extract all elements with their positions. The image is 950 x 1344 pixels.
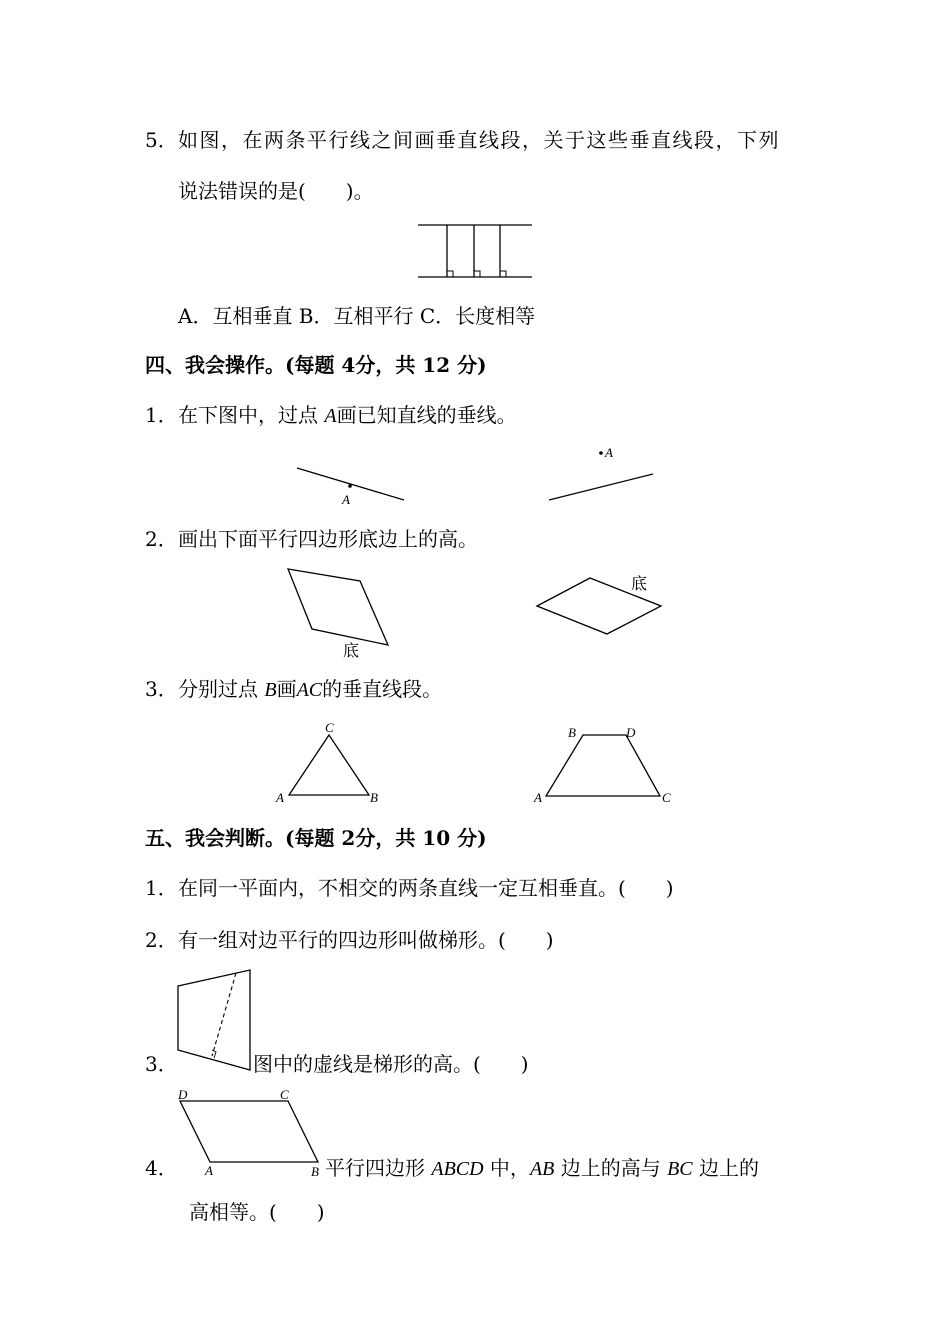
section5-heading: 五、我会判断。(每题 2分，共 10 分) xyxy=(145,826,487,850)
s4-q2-number: 2． xyxy=(145,527,178,551)
q5-options: A．互相垂直 B．互相平行 C．长度相等 xyxy=(178,304,536,328)
s5-q4-text-line1: 平行四边形 ABCD 中，AB 边上的高与 BC 边上的 xyxy=(325,1156,760,1180)
s4-q1-figure-right xyxy=(545,440,660,504)
s5-q4-text-line2: 高相等。( ) xyxy=(189,1200,325,1224)
s4-q3-number: 3． xyxy=(145,677,178,701)
point-c-label: C xyxy=(280,1087,289,1102)
point-c-label: C xyxy=(662,790,671,805)
point-b-label: B xyxy=(311,1164,319,1179)
s4-q2-parallelogram-left xyxy=(284,563,394,661)
s5-q3-number: 3． xyxy=(145,1052,178,1076)
point-b-label: B xyxy=(370,790,378,805)
point-c-label: C xyxy=(325,720,334,735)
s5-q3-text: 图中的虚线是梯形的高。( ) xyxy=(253,1052,529,1076)
s5-q2-number: 2． xyxy=(145,928,178,952)
s5-q1-number: 1． xyxy=(145,876,178,900)
base-label: 底 xyxy=(343,641,360,660)
point-a-label: A xyxy=(342,492,350,507)
s4-q2-parallelogram-right xyxy=(533,570,665,640)
point-a-label: A xyxy=(605,445,613,460)
q5-text-line2: 说法错误的是( )。 xyxy=(178,179,374,203)
q5-text-line1: 如图，在两条平行线之间画垂直线段，关于这些垂直线段，下列 xyxy=(178,128,780,152)
s5-q3-trapezoid-figure xyxy=(174,966,256,1074)
s4-q1-text: 在下图中，过点 A画已知直线的垂线。 xyxy=(178,403,517,427)
s4-q3-text: 分别过点 B画AC的垂直线段。 xyxy=(178,677,443,701)
s4-q3-trapezoid xyxy=(530,722,680,806)
point-b-label: B xyxy=(568,725,576,740)
point-d-label: D xyxy=(626,725,636,740)
s4-q1-number: 1． xyxy=(145,403,178,427)
point-a-label: A xyxy=(205,1163,213,1178)
s5-q1-text: 在同一平面内，不相交的两条直线一定互相垂直。( ) xyxy=(178,876,674,900)
s4-q2-text: 画出下面平行四边形底边上的高。 xyxy=(178,527,478,551)
s5-q2-text: 有一组对边平行的四边形叫做梯形。( ) xyxy=(178,928,554,952)
point-a-label: A xyxy=(534,790,542,805)
s4-q3-triangle xyxy=(272,718,384,806)
q5-number: 5． xyxy=(145,128,178,152)
point-a-label: A xyxy=(276,790,284,805)
s5-q4-parallelogram-figure xyxy=(174,1084,330,1180)
section4-heading: 四、我会操作。(每题 4分，共 12 分) xyxy=(145,353,487,377)
base-label: 底 xyxy=(631,574,648,593)
s4-q1-figure-left xyxy=(292,463,410,509)
point-d-label: D xyxy=(178,1087,188,1102)
s5-q4-number: 4． xyxy=(145,1156,178,1180)
parallel-lines-figure xyxy=(414,220,536,282)
